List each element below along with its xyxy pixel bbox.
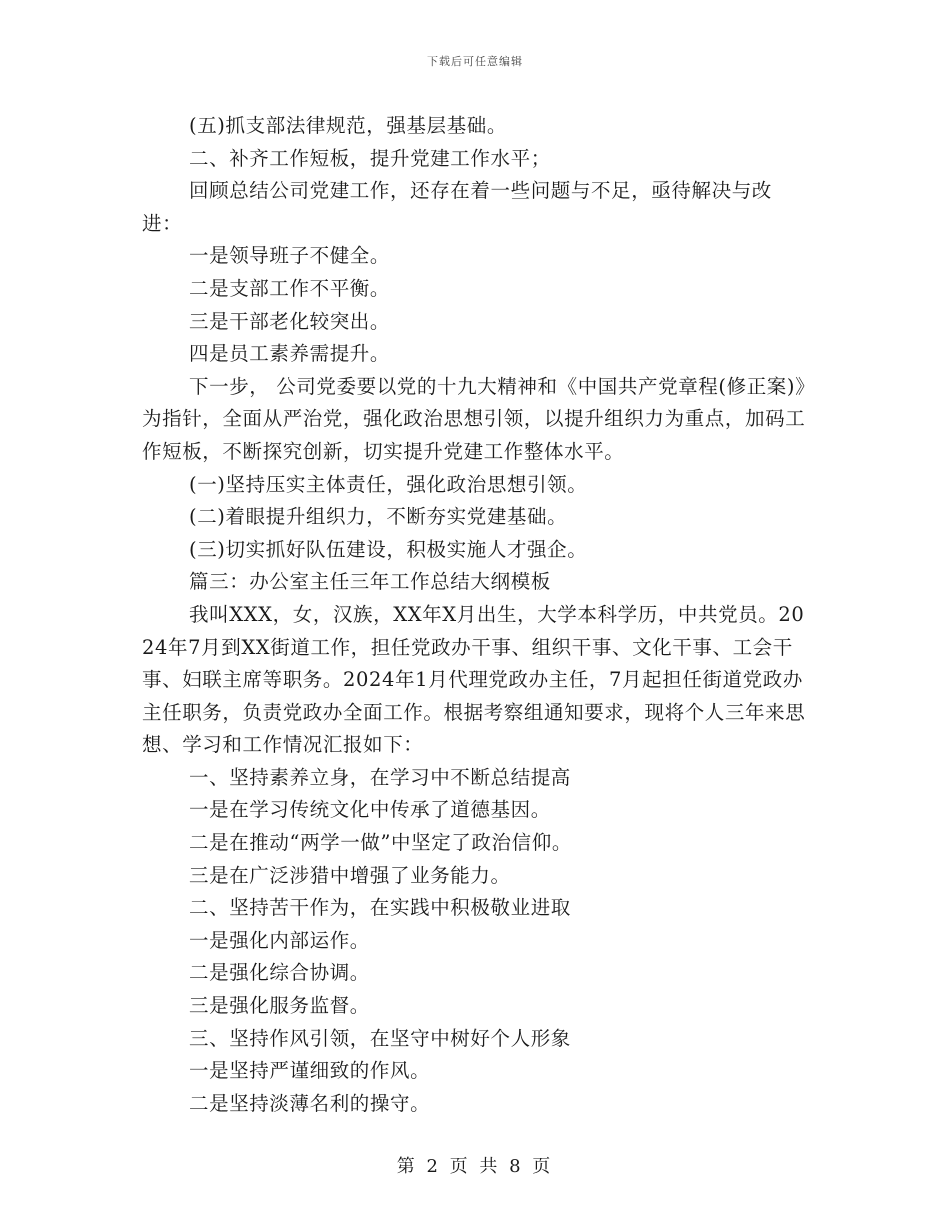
paragraph: 我叫XXX，女，汉族，XX年X月出生，大学本科学历，中共党员。2024年7月到XX街道工作，担任党政办干事、组织干事、文化干事、工会干事、妇联主席等职务。2024年1月代理党政办主任，7月起担任街道党政办主任职务，负责党政办全面工作。根据考察组通知要求，现将个人三年来思想、学习和工作情况汇报如下： <box>142 602 806 757</box>
document-body <box>142 110 812 1120</box>
paragraph: 二是在推动“两学一做”中坚定了政治信仰。 <box>189 831 572 855</box>
page-header: 下载后可任意编辑 <box>427 55 523 68</box>
paragraph: 二、补齐工作短板，提升党建工作水平； <box>189 146 551 170</box>
paragraph: 一是强化内部运作。 <box>189 928 370 952</box>
paragraph: 一是在学习传统文化中传承了道德基因。 <box>189 798 551 822</box>
paragraph: 下一步， 公司党委要以党的十九大精神和《中国共产党章程(修正案)》为指针，全面从严治党，强化政治思想引领，以提升组织力为重点，加码工作短板，不断探究创新，切实提升党建工作整体水平。 <box>142 374 806 463</box>
paragraph: 三是在广泛涉猎中增强了业务能力。 <box>189 863 511 887</box>
paragraph: 三是强化服务监督。 <box>189 994 370 1018</box>
paragraph: (二)着眼提升组织力，不断夯实党建基础。 <box>189 505 568 529</box>
paragraph: (三)切实抓好队伍建设，积极实施人才强企。 <box>189 537 588 561</box>
paragraph: 四是员工素养需提升。 <box>189 342 391 366</box>
paragraph: (五)抓支部法律规范，强基层基础。 <box>189 114 507 137</box>
page-number: 第 2 页 共 8 页 <box>396 1156 554 1177</box>
paragraph: 一是坚持严谨细致的作风。 <box>189 1059 431 1083</box>
paragraph: 二是坚持淡薄名利的操守。 <box>189 1091 431 1115</box>
paragraph: 二、坚持苦干作为，在实践中积极敬业进取 <box>189 896 571 920</box>
paragraph: 一是领导班子不健全。 <box>189 244 391 268</box>
paragraph: 二是支部工作不平衡。 <box>189 276 391 300</box>
paragraph: 二是强化综合协调。 <box>189 961 370 985</box>
paragraph: 三、坚持作风引领，在坚守中树好个人形象 <box>189 1026 571 1050</box>
paragraph: 一、坚持素养立身，在学习中不断总结提高 <box>189 765 571 789</box>
section-title: 篇三：办公室主任三年工作总结大纲模板 <box>189 570 551 594</box>
paragraph: 三是干部老化较突出。 <box>189 309 391 333</box>
paragraph: (一)坚持压实主体责任，强化政治思想引领。 <box>189 472 588 496</box>
paragraph: 回顾总结公司党建工作，还存在着一些问题与不足，亟待解决与改进： <box>142 179 772 235</box>
